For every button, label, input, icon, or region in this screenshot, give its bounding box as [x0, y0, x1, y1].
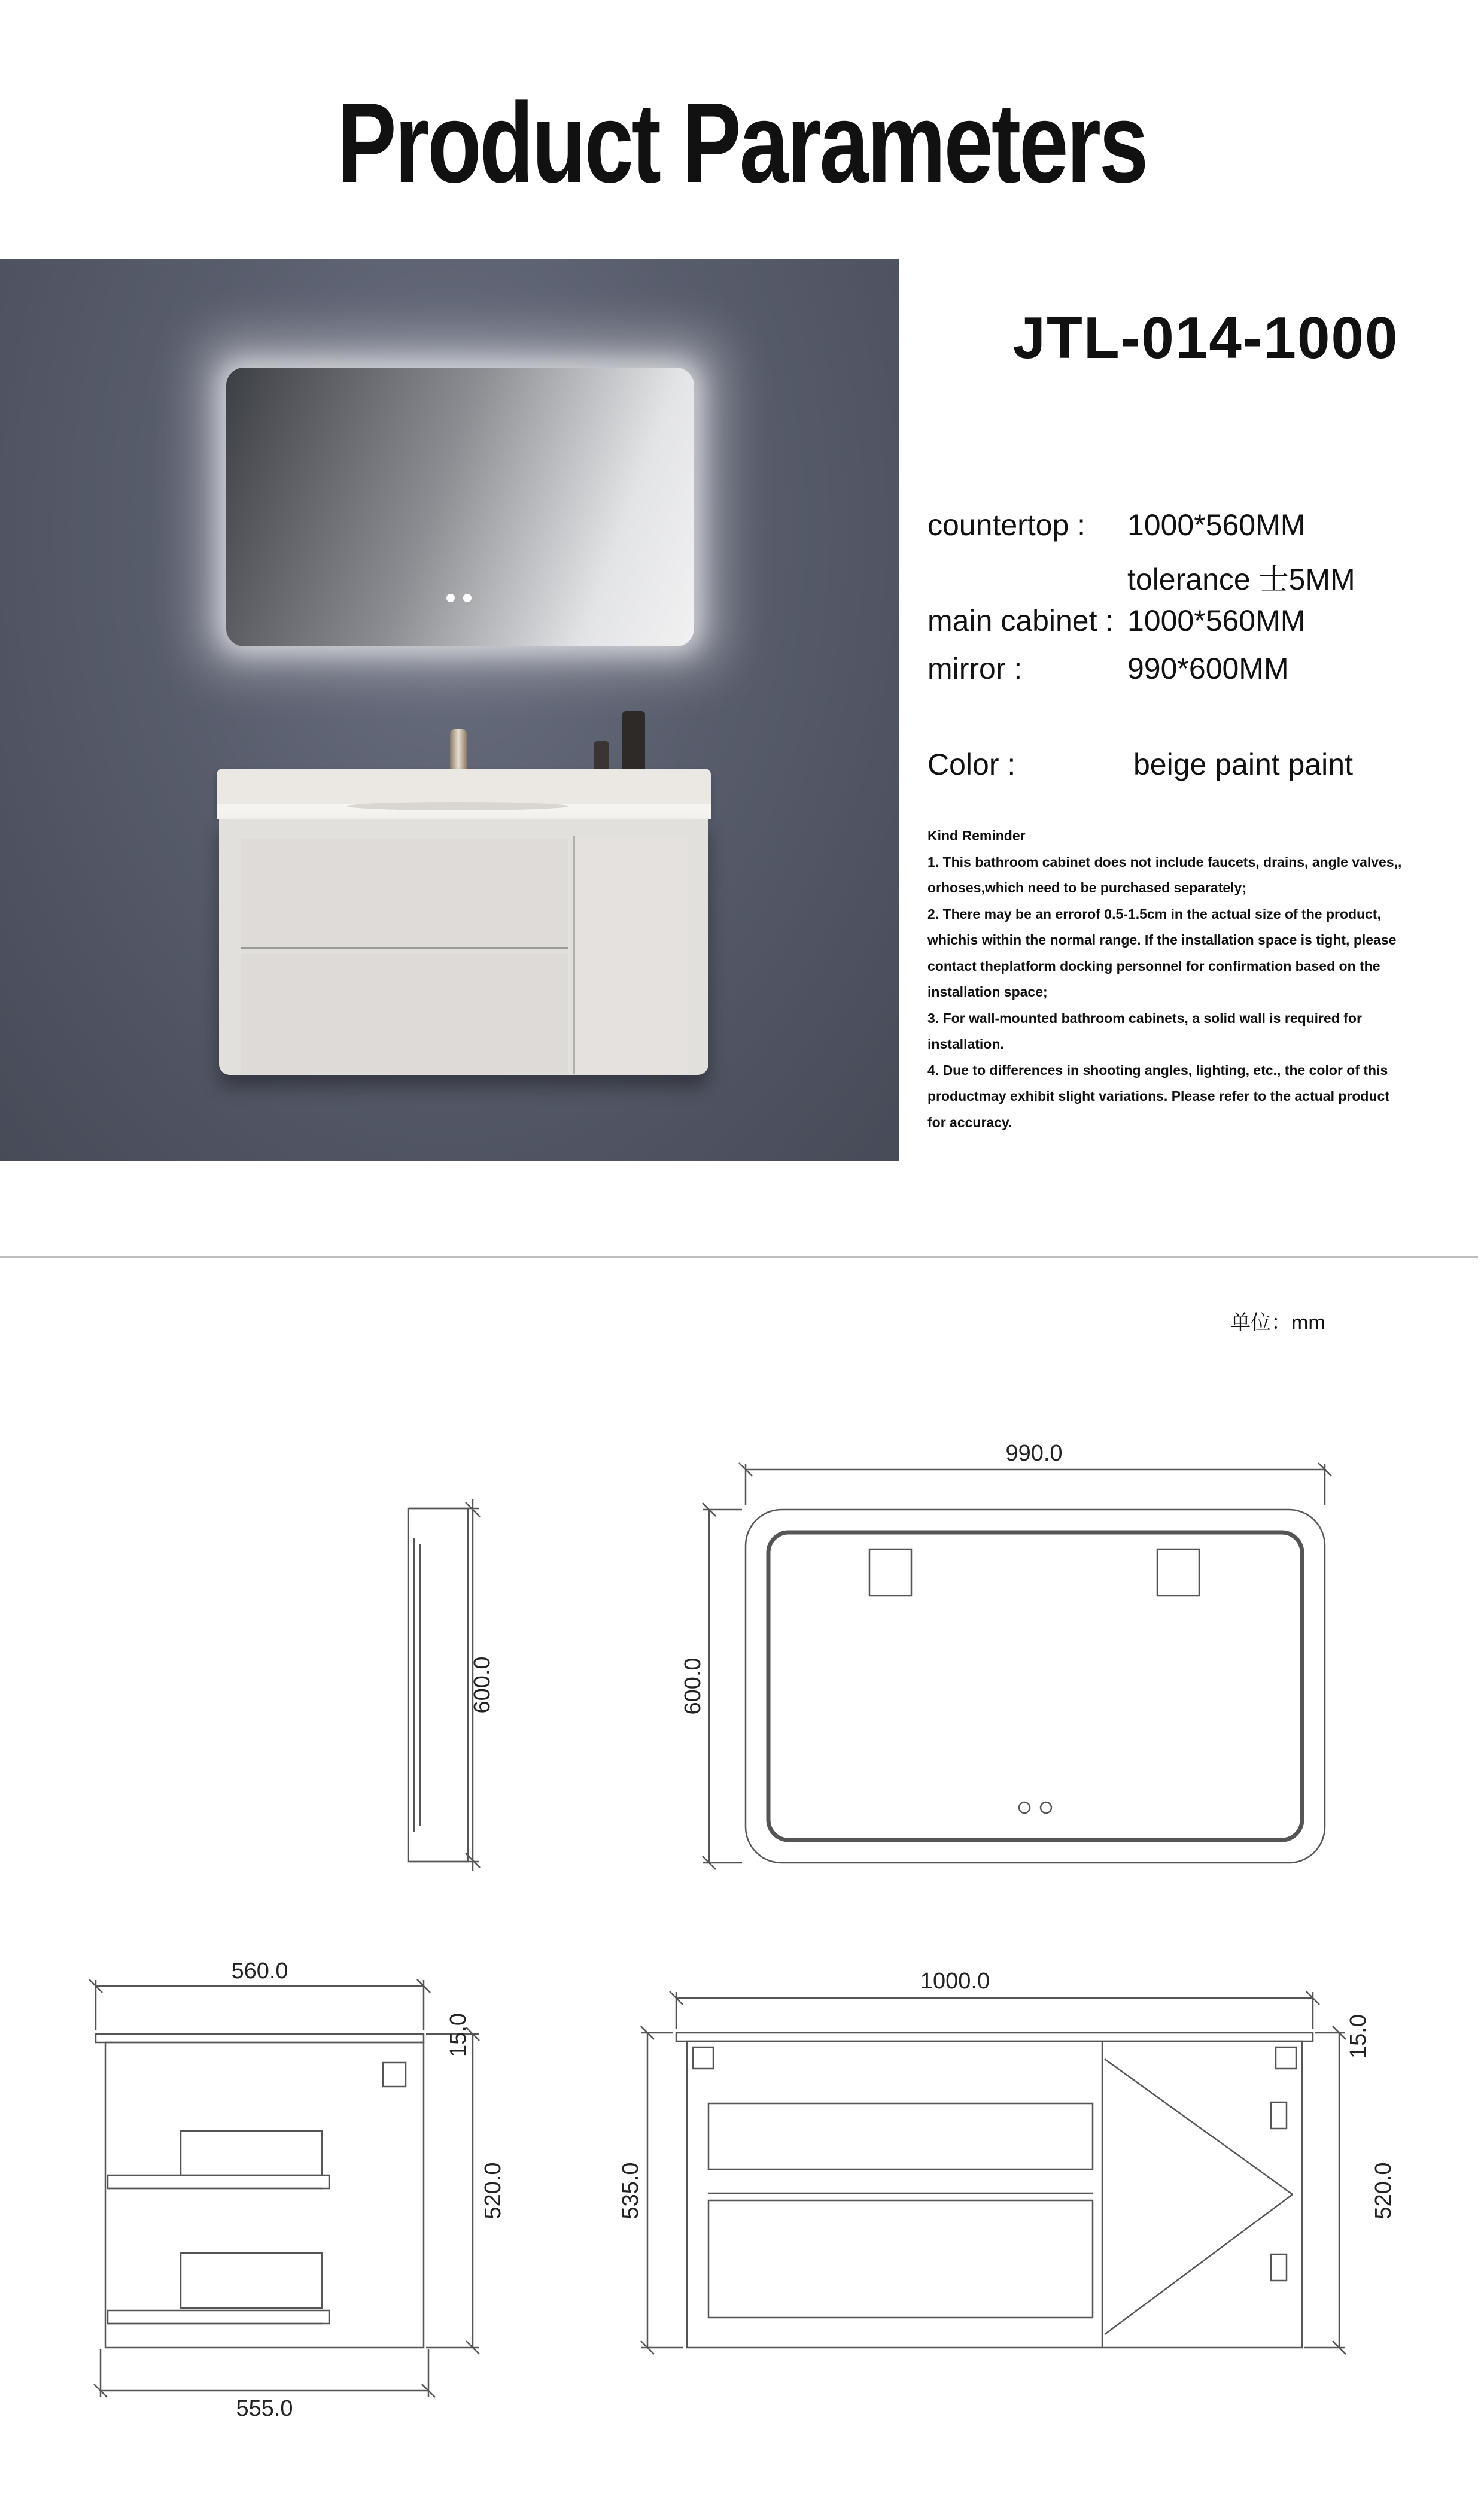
- countertop-value: 1000*560MM: [1127, 508, 1306, 542]
- main-cabinet-label: main cabinet :: [928, 604, 1114, 637]
- dim-cabinet-front-width: 1000.0: [920, 1969, 990, 1994]
- dim-cabinet-side-height: 520.0: [481, 2162, 506, 2220]
- reminder-line: orhoses,which need to be purchased separately;: [928, 880, 1246, 895]
- dim-mirror-width: 990.0: [1005, 1441, 1063, 1466]
- dim-cabinet-side-top-thickness: 15.0: [446, 2013, 471, 2057]
- reminder-line: 2. There may be an errorof 0.5-1.5cm in the actual size of the product,: [928, 906, 1381, 922]
- model-number: JTL-014-1000: [1012, 305, 1399, 371]
- dim-mirror-height: 600.0: [680, 1657, 705, 1715]
- reminder-line: contact theplatform docking personnel for confirmation based on the: [928, 958, 1380, 974]
- color-label: Color :: [928, 748, 1016, 781]
- reminder-line: for accuracy.: [928, 1114, 1012, 1130]
- color-value: beige paint paint: [1133, 748, 1353, 781]
- reminder-line: 4. Due to differences in shooting angles, lighting, etc., the color of this: [928, 1062, 1388, 1078]
- mirror-value: 990*600MM: [1127, 652, 1289, 685]
- reminder-line: productmay exhibit slight variations. Please refer to the actual product: [928, 1088, 1389, 1104]
- dim-mirror-side-height: 600.0: [470, 1656, 495, 1714]
- dim-cabinet-front-height: 520.0: [1371, 2162, 1396, 2220]
- cabinet-side-view: [89, 1979, 479, 2397]
- reminder-line: whichis within the normal range. If the installation space is tight, please: [928, 932, 1397, 948]
- mirror-label: mirror :: [928, 652, 1023, 685]
- tolerance-value: tolerance 士5MM: [1127, 563, 1355, 596]
- mirror-front-view: [703, 1463, 1331, 1869]
- unit-label: 单位：mm: [1230, 1311, 1325, 1334]
- countertop-label: countertop :: [928, 508, 1086, 542]
- reminder-line: 3. For wall-mounted bathroom cabinets, a solid wall is required for: [928, 1010, 1362, 1026]
- dim-cabinet-front-total-height: 535.0: [618, 2162, 643, 2220]
- reminder-line: installation.: [928, 1036, 1004, 1052]
- page-title: Product Parameters: [337, 80, 1147, 207]
- mirror-side-view: [408, 1499, 480, 1871]
- dim-cabinet-side-depth-top: 560.0: [231, 1959, 288, 1984]
- main-cabinet-value: 1000*560MM: [1127, 604, 1306, 637]
- reminder-line: installation space;: [928, 984, 1048, 1000]
- dim-cabinet-side-depth-bottom: 555.0: [236, 2396, 293, 2421]
- cabinet-front-view: [641, 1991, 1346, 2354]
- reminder-heading: Kind Reminder: [928, 828, 1026, 843]
- dim-cabinet-front-top-thickness: 15.0: [1346, 2014, 1371, 2058]
- reminder-line: 1. This bathroom cabinet does not include faucets, drains, angle valves,,: [928, 854, 1402, 870]
